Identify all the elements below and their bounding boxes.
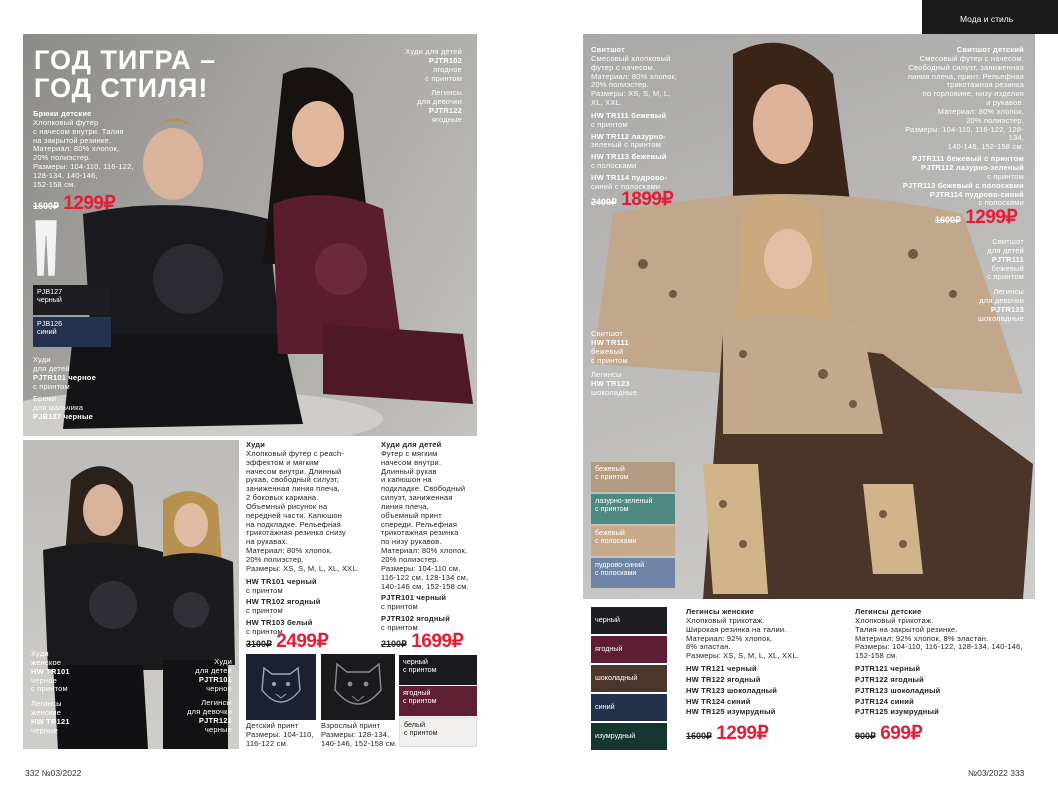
adult-print-caption: Взрослый принт Размеры: 128-134, 140-146, 152-158 см.	[321, 721, 398, 748]
kids-print-image	[246, 654, 316, 720]
swatch-leggings-blue[interactable]: синий	[591, 694, 667, 721]
trousers-thumbnail	[33, 218, 59, 278]
page-title: ГОД ТИГРА – ГОД СТИЛЯ!	[34, 45, 217, 103]
kids-leggings-price: 900₽ 699₽	[855, 723, 922, 744]
women-leggings-price: 1600₽ 1299₽	[686, 723, 769, 744]
right-page-number: №03/2022 333	[968, 768, 1025, 778]
women-sweatshirt-info: Свитшот Смесовый хлопковый футер с начесом. Материал: 80% хлопок, 20% полиэстер. Размеры: XS, S, M, L, XL, XXL. HW TR111 бежевый с принтом HW TR112 лазурно- зеленый с принтом HW TR113 бежевый с полосками HW TR114 пудрово- синий с полосками	[591, 45, 678, 191]
new-price: 1299₽	[63, 193, 116, 214]
swatch-leggings-black[interactable]: черный	[591, 607, 667, 634]
woman-sweatshirt-caption: Свитшот HW TR111 бежевый с принтом Легинсы HW TR123 шоколадные	[591, 329, 638, 398]
swatch-leggings-chocolate[interactable]: шоколадный	[591, 665, 667, 692]
trousers-price	[33, 192, 115, 215]
adult-print-image	[321, 654, 395, 720]
swatch-leggings-emerald[interactable]: изумрудный	[591, 723, 667, 750]
section-header: Мода и стиль	[922, 0, 1058, 34]
women-leggings-info: Легинсы женские Хлопковый трикотаж. Широкая резинка на талии. Материал: 92% хлопок, 8% эластан. Размеры: XS, S, M, L, XL, XXL. HW TR121 черный HW TR122 ягодный HW TR123 шоколадный HW TR124 синий HW TR125 изумрудный	[686, 607, 800, 717]
kids-sweatshirt-info: Свитшот детский Смесовый футер с начесом. Свободный силуэт, заниженная линия плеча, принт. Рельефная трикотажная резинка по горловине, низу изделия и рукавов. Материал: 80% хлопок, 20% полиэстер. Размеры: 104-110, 116-122, 128-134, 140-146, 152-158 см. PJTR111 бежевый с принтом PJTR112 лазурно-зеленый с принтом PJTR113 бежевый с полосками PJTR114 пудрово-синий с полосками	[902, 45, 1024, 208]
kids-leggings-info: Легинсы детские Хлопковый трикотаж. Талия на закрытой резинке. Материал: 92% хлопок, 8% эластан. Размеры: 104-110, 116-122, 128-134, 140-146, 152-158 см. PJTR121 черный PJTR122 ягодный PJTR123 шоколадный PJTR124 синий PJTR125 изумрудный	[855, 607, 1023, 717]
girl-sweatshirt-caption: Свитшот для детей PJTR111 бежевый с принтом Легинсы для девочки PJTR123 шоколадные	[977, 237, 1024, 323]
kids-hoodie-info: Худи для детей Футер с мягким начесом внутри. Длинный рукав и капюшон на подкладке. Свободный силуэт, заниженная линия плеча, объемный принт спереди. Рельефная трикотажная резинка по низу рукавов. Материал: 80% хлопок, 20% полиэстер. Размеры: 104-110 см, 116-122 см, 128-134 см, 140-146 см, 152-158 см. PJTR101 черный с принтом PJTR102 ягодный с принтом	[381, 440, 469, 632]
women-hoodie-info: Худи Хлопковый футер с peach- эффектом и мягким начесом внутри. Длинный рукав, свободный силуэт, заниженная линия плеча, 2 боковых кармана. Объемный рисунок на передней части. Капюшон на подкладке. Рельефная трикотажная резинка снизу на рукавах. Материал: 80% хлопок, 20% полиэстер. Размеры: XS, S, M, L, XL, XXL. HW TR101 черный с принтом HW TR102 ягодный с принтом HW TR103 белый с принтом	[246, 440, 360, 636]
swatch-sweat-green-print[interactable]: лазурно-зеленый с принтом	[591, 494, 675, 524]
swatch-hoodie-white[interactable]: белый с принтом	[399, 717, 477, 747]
swatch-leggings-berry[interactable]: ягодный	[591, 636, 667, 663]
women-hoodie-caption: Худи женское HW TR101 черное с принтом Легинсы женские HW TR121 черные	[31, 649, 70, 735]
kids-sweatshirt-price: 1600₽ 1299₽	[935, 207, 1018, 228]
girl-hoodie-caption: Худи для детей PJTR101 черное Легинсы для девочки PJTR121 черные	[187, 657, 232, 734]
kids-hoodie-price: 2100₽ 1699₽	[381, 631, 464, 652]
kids-hoodie-caption-top: Худи для детей PJTR102 ягодное с принтом Легинсы для девочки PJTR122 ягодные	[405, 47, 462, 124]
old-price: 1600₽	[33, 201, 59, 211]
women-sweatshirt-price: 2400₽ 1899₽	[591, 189, 674, 210]
swatch-hoodie-berry[interactable]: ягодный с принтом	[399, 686, 477, 716]
trousers-info: Брюки детские Хлопковый футер с начесом внутри. Талия на закрытой резинке. Материал: 80% хлопок, 20% полиэстер. Размеры: 104-110, 116-122, 128-134, 140-146, 152-158 см.	[33, 109, 134, 189]
swatch-trousers-black[interactable]: PJB127 черный	[33, 285, 111, 315]
women-hoodie-price: 3100₽ 2499₽	[246, 631, 329, 652]
boy-caption: Худи для детей PJTR101 черное с принтом Брюки для мальчика PJB127 черные	[33, 355, 96, 422]
swatch-sweat-beige-stripes[interactable]: бежевый с полосками	[591, 526, 675, 556]
swatch-hoodie-black[interactable]: черный с принтом	[399, 655, 477, 685]
swatch-sweat-blue-stripes[interactable]: пудрово-синий с полосками	[591, 558, 675, 588]
left-page-number: 332 №03/2022	[25, 768, 82, 778]
kids-print-caption: Детский принт Размеры: 104-110, 116-122 см.	[246, 721, 314, 748]
swatch-sweat-beige-print[interactable]: бежевый с принтом	[591, 462, 675, 492]
swatch-trousers-blue[interactable]: PJB126 синий	[33, 317, 111, 347]
